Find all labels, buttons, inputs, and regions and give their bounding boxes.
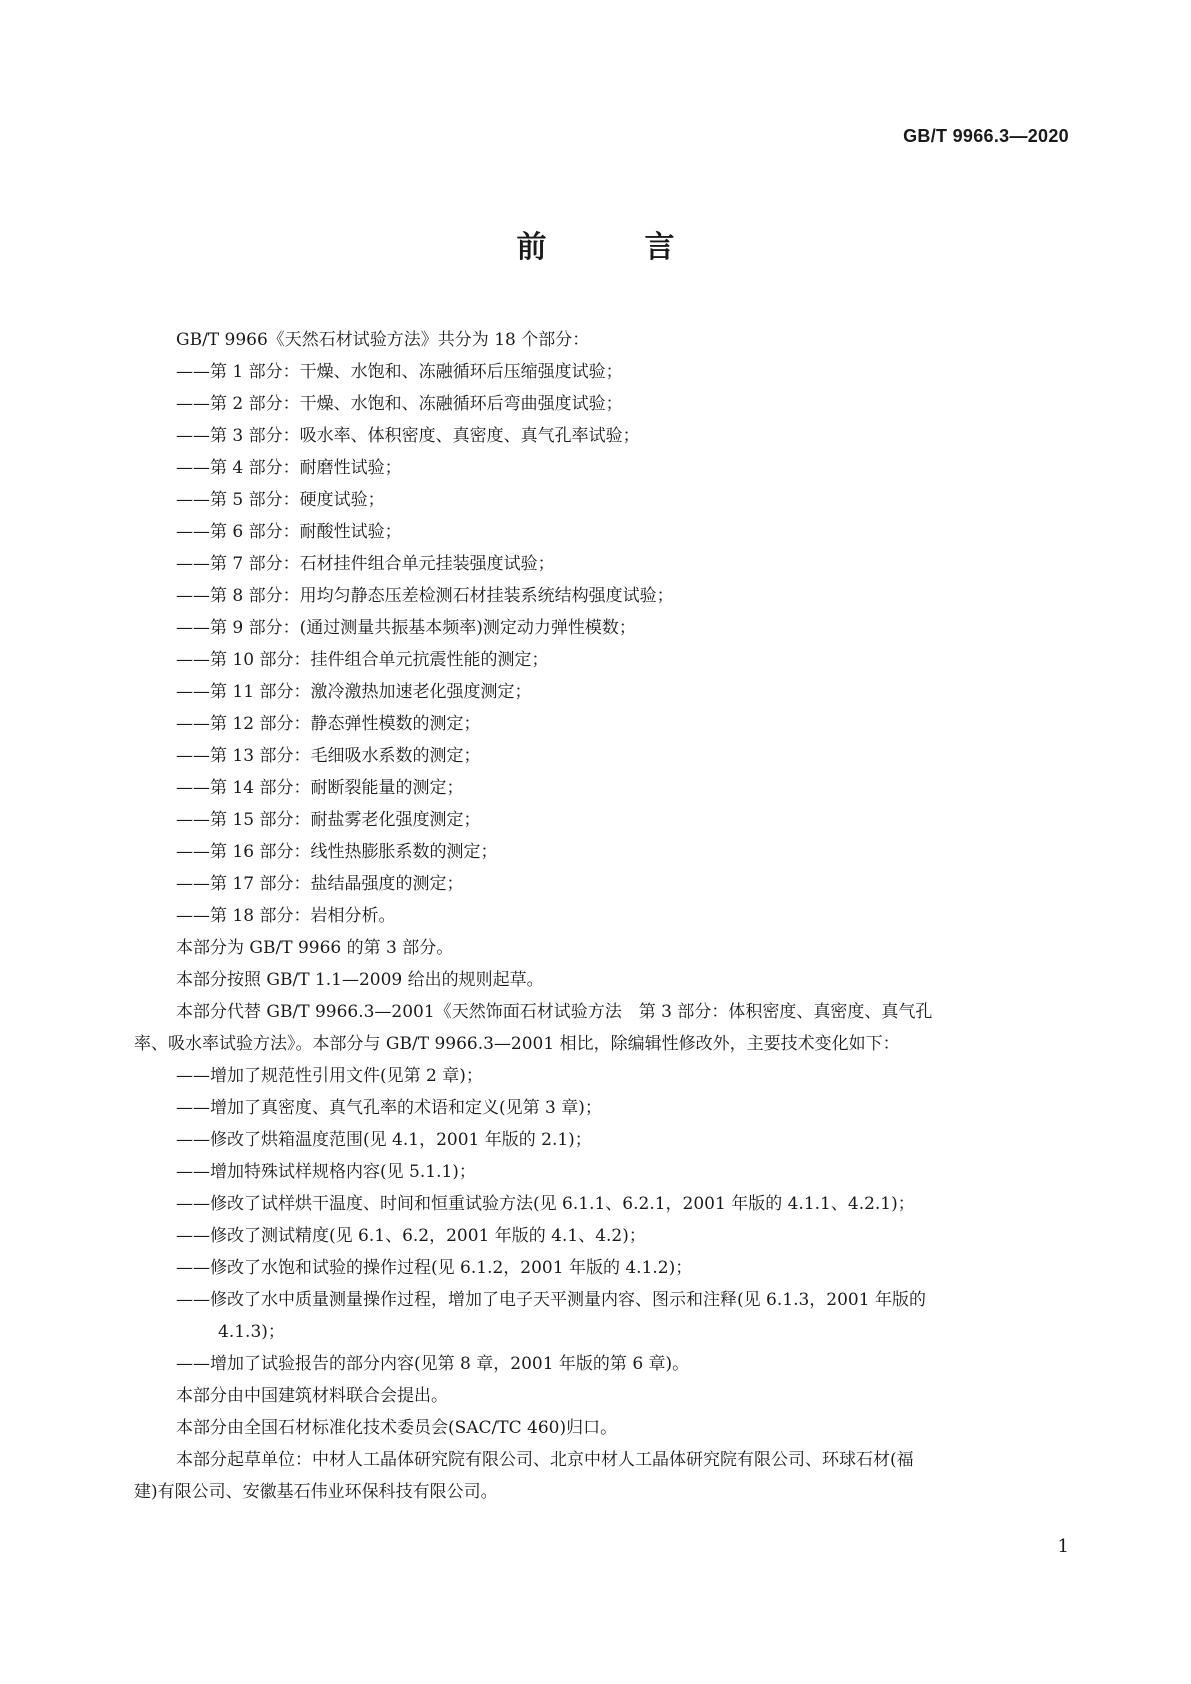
list-item: ——第 13 部分：毛细吸水系数的测定； — [176, 746, 481, 766]
list-item: ——第 5 部分：硬度试验； — [176, 490, 385, 510]
changes-list — [134, 1060, 1070, 1380]
list-item: ——第 17 部分：盐结晶强度的测定； — [176, 874, 464, 894]
replaces-line-2: 率、吸水率试验方法》。本部分与 GB/T 9966.3—2001 相比，除编辑性修改外，主要技术变化如下： — [134, 1034, 900, 1054]
list-item: ——修改了水中质量测量操作过程，增加了电子天平测量内容、图示和注释(见 6.1.3，2001 年版的 — [176, 1290, 926, 1310]
list-item: ——第 10 部分：挂件组合单元抗震性能的测定； — [176, 650, 549, 670]
proposed-paragraph: 本部分由中国建筑材料联合会提出。 — [176, 1386, 448, 1406]
list-item: ——增加特殊试样规格内容(见 5.1.1)； — [176, 1162, 476, 1182]
drafters-paragraph — [134, 1444, 1070, 1508]
list-item: ——第 12 部分：静态弹性模数的测定； — [176, 714, 481, 734]
list-item: ——第 3 部分：吸水率、体积密度、真密度、真气孔率试验； — [176, 426, 640, 446]
page-title: 前 言 — [516, 230, 709, 265]
list-item: ——第 1 部分：干燥、水饱和、冻融循环后压缩强度试验； — [176, 362, 623, 382]
standard-number: GB/T 9966.3—2020 — [903, 126, 1069, 146]
list-item: ——第 18 部分：岩相分析。 — [176, 906, 396, 926]
drafted-paragraph: 本部分按照 GB/T 1.1—2009 给出的规则起草。 — [176, 970, 544, 990]
list-item: ——修改了测试精度(见 6.1、6.2，2001 年版的 4.1、4.2)； — [176, 1226, 646, 1246]
list-item: ——增加了试验报告的部分内容(见第 8 章，2001 年版的第 6 章)。 — [176, 1354, 690, 1374]
list-item: ——第 6 部分：耐酸性试验； — [176, 522, 402, 542]
document-body — [134, 324, 1070, 1508]
list-item: ——第 16 部分：线性热膨胀系数的测定； — [176, 842, 498, 862]
list-item: ——第 7 部分：石材挂件组合单元挂装强度试验； — [176, 554, 555, 574]
list-item: ——增加了真密度、真气孔率的术语和定义(见第 3 章)； — [176, 1098, 602, 1118]
list-item: ——第 14 部分：耐断裂能量的测定； — [176, 778, 464, 798]
parts-list — [134, 356, 1070, 932]
list-item: ——第 4 部分：耐磨性试验； — [176, 458, 402, 478]
list-item-continuation: 4.1.3)； — [218, 1322, 285, 1342]
drafters-line-1: 本部分起草单位：中材人工晶体研究院有限公司、北京中材人工晶体研究院有限公司、环球石材(福 — [176, 1450, 914, 1470]
centralized-paragraph: 本部分由全国石材标准化技术委员会(SAC/TC 460)归口。 — [176, 1418, 618, 1438]
list-item: ——第 2 部分：干燥、水饱和、冻融循环后弯曲强度试验； — [176, 394, 623, 414]
part-of-paragraph: 本部分为 GB/T 9966 的第 3 部分。 — [176, 938, 454, 958]
page-number: 1 — [1057, 1536, 1069, 1557]
list-item: ——增加了规范性引用文件(见第 2 章)； — [176, 1066, 483, 1086]
list-item: ——第 11 部分：激冷激热加速老化强度测定； — [176, 682, 532, 702]
replaces-line-1: 本部分代替 GB/T 9966.3—2001《天然饰面石材试验方法 第 3 部分：体积密度、真密度、真气孔 — [176, 1002, 933, 1022]
list-item: ——修改了水饱和试验的操作过程(见 6.1.2，2001 年版的 4.1.2)； — [176, 1258, 693, 1278]
replaces-paragraph — [134, 996, 1070, 1060]
list-item: ——第 8 部分：用均匀静态压差检测石材挂装系统结构强度试验； — [176, 586, 674, 606]
list-item: ——修改了烘箱温度范围(见 4.1，2001 年版的 2.1)； — [176, 1130, 592, 1150]
drafters-line-2: 建)有限公司、安徽基石伟业环保科技有限公司。 — [134, 1482, 498, 1502]
list-item: ——第 15 部分：耐盐雾老化强度测定； — [176, 810, 481, 830]
list-item: ——修改了试样烘干温度、时间和恒重试验方法(见 6.1.1、6.2.1，2001 年版的 4.1.1、4.2.1)； — [176, 1194, 915, 1214]
intro-paragraph: GB/T 9966《天然石材试验方法》共分为 18 个部分： — [176, 330, 590, 350]
list-item: ——第 9 部分：(通过测量共振基本频率)测定动力弹性模数； — [176, 618, 636, 638]
